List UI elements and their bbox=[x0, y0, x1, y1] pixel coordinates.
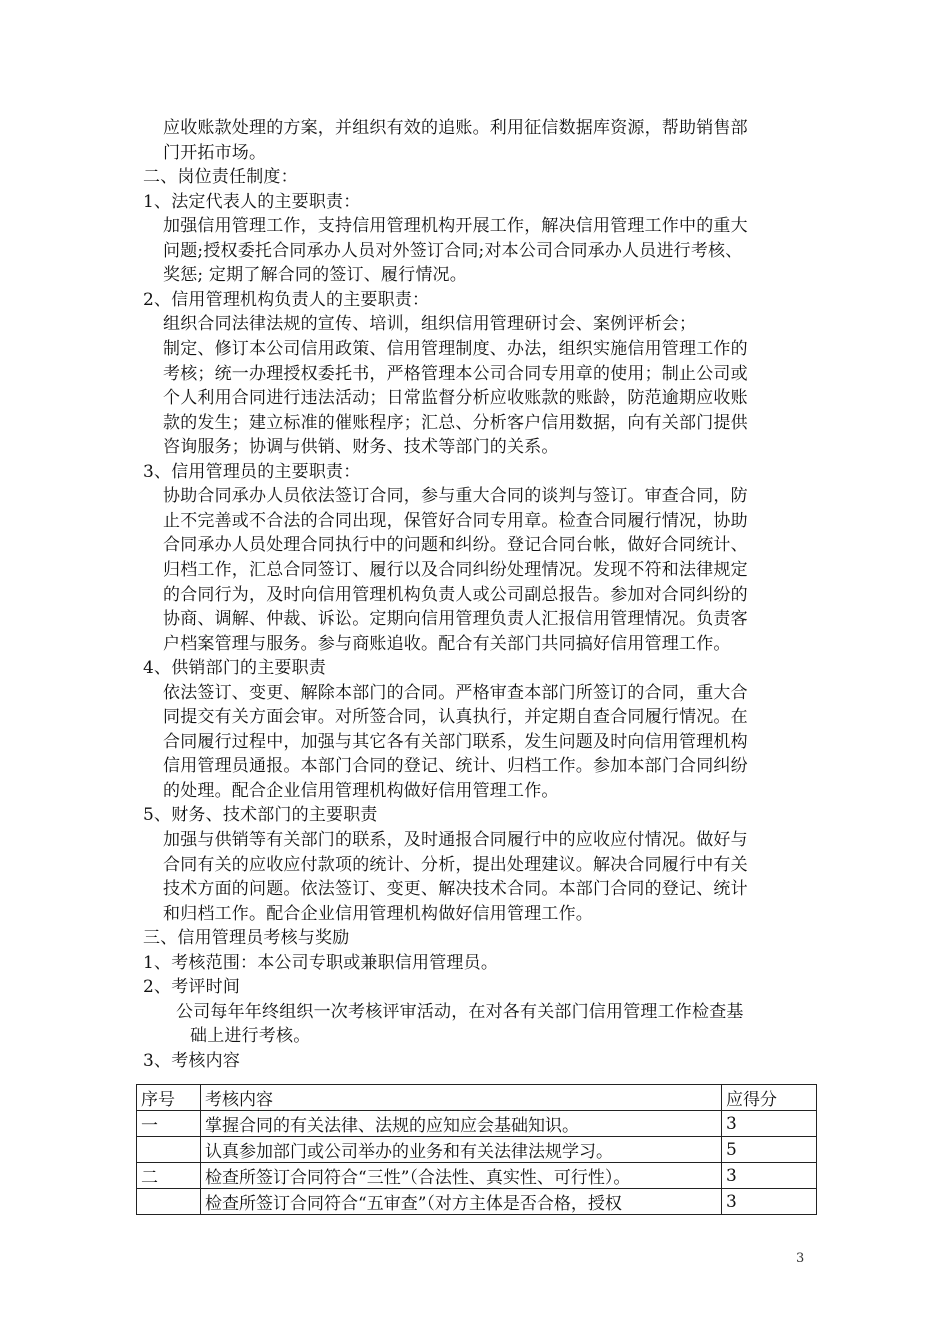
paragraph-line: 同提交有关方面会审。对所签合同，认真执行，并定期自查合同履行情况。在 bbox=[163, 707, 748, 728]
page-number: 3 bbox=[796, 1251, 805, 1266]
paragraph-line: 咨询服务；协调与供销、财务、技术等部门的关系。 bbox=[163, 437, 559, 458]
paragraph-line: 归档工作，汇总合同签订、履行以及合同纠纷处理情况。发现不符和法律规定 bbox=[163, 559, 748, 580]
paragraph-line: 协商、调解、仲裁、诉讼。定期向信用管理负责人汇报信用管理情况。负责客 bbox=[163, 609, 748, 629]
paragraph-line: 应收账款处理的方案，并组织有效的追账。利用征信数据库资源，帮助销售部 bbox=[163, 118, 748, 138]
section-heading: 三、信用管理员考核与奖励 bbox=[143, 928, 350, 949]
paragraph-line: 和归档工作。配合企业信用管理机构做好信用管理工作。 bbox=[163, 903, 593, 924]
table-cell: 一 bbox=[137, 1111, 201, 1137]
table-cell: 5 bbox=[722, 1137, 817, 1163]
paragraph-line: 加强与供销等有关部门的联系，及时通报合同履行中的应收应付情况。做好与 bbox=[163, 830, 748, 850]
section-heading: 4、供销部门的主要职责 bbox=[143, 658, 327, 679]
paragraph-line: 公司每年年终组织一次考核评审活动，在对各有关部门信用管理工作检查基 bbox=[176, 1001, 744, 1022]
section-heading: 3、信用管理员的主要职责： bbox=[143, 461, 361, 482]
assessment-table bbox=[136, 1084, 817, 1215]
table-header-cell: 应得分 bbox=[722, 1085, 817, 1111]
table-cell: 二 bbox=[137, 1163, 201, 1189]
paragraph-line: 加强信用管理工作，支持信用管理机构开展工作，解决信用管理工作中的重大 bbox=[163, 216, 748, 237]
table-cell: 掌握合同的有关法律、法规的应知应会基础知识。 bbox=[201, 1111, 722, 1137]
paragraph-line: 的合同行为，及时向信用管理机构负责人或公司副总报告。参加对合同纠纷的 bbox=[163, 584, 748, 605]
table-cell: 3 bbox=[722, 1163, 817, 1189]
paragraph-line: 个人利用合同进行违法活动；日常监督分析应收账款的账龄，防范逾期应收账 bbox=[163, 388, 748, 409]
table-row bbox=[137, 1163, 817, 1189]
table-cell bbox=[137, 1189, 201, 1215]
paragraph-line: 制定、修订本公司信用政策、信用管理制度、办法，组织实施信用管理工作的 bbox=[163, 339, 748, 359]
section-heading: 5、财务、技术部门的主要职责 bbox=[143, 805, 378, 826]
paragraph-line: 款的发生；建立标准的催账程序；汇总、分析客户信用数据，向有关部门提供 bbox=[163, 412, 748, 433]
paragraph-line: 组织合同法律法规的宣传、培训，组织信用管理研讨会、案例评析会； bbox=[163, 314, 697, 335]
table-cell: 3 bbox=[722, 1111, 817, 1137]
table-header-cell: 考核内容 bbox=[201, 1085, 722, 1111]
table-row bbox=[137, 1189, 817, 1215]
table-cell: 检查所签订合同符合“五审查”（对方主体是否合格，授权 bbox=[201, 1189, 722, 1215]
paragraph-line: 考核；统一办理授权委托书，严格管理本公司合同专用章的使用；制止公司或 bbox=[163, 363, 748, 384]
table-cell: 3 bbox=[722, 1189, 817, 1215]
table-cell: 认真参加部门或公司举办的业务和有关法律法规学习。 bbox=[201, 1137, 722, 1163]
table-cell: 检查所签订合同符合“三性”（合法性、真实性、可行性）。 bbox=[201, 1163, 722, 1189]
paragraph-line: 础上进行考核。 bbox=[190, 1026, 311, 1047]
paragraph-line: 奖惩; 定期了解合同的签订、履行情况。 bbox=[163, 265, 467, 286]
paragraph-line: 协助合同承办人员依法签订合同，参与重大合同的谈判与签订。审查合同，防 bbox=[163, 486, 748, 507]
paragraph-line: 依法签订、变更、解除本部门的合同。严格审查本部门所签订的合同，重大合 bbox=[163, 682, 748, 703]
paragraph-line: 问题;授权委托合同承办人员对外签订合同;对本公司合同承办人员进行考核、 bbox=[163, 240, 743, 261]
paragraph-line: 合同履行过程中，加强与其它各有关部门联系，发生问题及时向信用管理机构 bbox=[163, 731, 748, 752]
table-header-cell: 序号 bbox=[137, 1085, 201, 1111]
section-heading: 二、岗位责任制度： bbox=[143, 167, 298, 188]
paragraph-line: 门开拓市场。 bbox=[163, 142, 267, 163]
section-heading: 2、信用管理机构负责人的主要职责： bbox=[143, 289, 430, 310]
section-heading: 1、法定代表人的主要职责： bbox=[143, 191, 361, 212]
table-cell bbox=[137, 1137, 201, 1163]
table-row bbox=[137, 1111, 817, 1137]
paragraph-line: 合同承办人员处理合同执行中的问题和纠纷。登记合同台帐，做好合同统计、 bbox=[163, 535, 748, 556]
paragraph-line: 止不完善或不合法的合同出现，保管好合同专用章。检查合同履行情况，协助 bbox=[163, 510, 748, 531]
section-heading: 2、考评时间 bbox=[143, 977, 241, 998]
section-heading: 3、考核内容 bbox=[143, 1050, 241, 1071]
section-heading: 1、考核范围：本公司专职或兼职信用管理员。 bbox=[143, 952, 499, 973]
paragraph-line: 技术方面的问题。依法签订、变更、解决技术合同。本部门合同的登记、统计 bbox=[163, 879, 748, 900]
table-header-row bbox=[137, 1085, 817, 1111]
paragraph-line: 的处理。配合企业信用管理机构做好信用管理工作。 bbox=[163, 780, 559, 801]
paragraph-line: 户档案管理与服务。参与商账追收。配合有关部门共同搞好信用管理工作。 bbox=[163, 633, 731, 654]
paragraph-line: 信用管理员通报。本部门合同的登记、统计、归档工作。参加本部门合同纠纷 bbox=[163, 756, 748, 777]
paragraph-line: 合同有关的应收应付款项的统计、分析，提出处理建议。解决合同履行中有关 bbox=[163, 854, 748, 875]
table-row bbox=[137, 1137, 817, 1163]
